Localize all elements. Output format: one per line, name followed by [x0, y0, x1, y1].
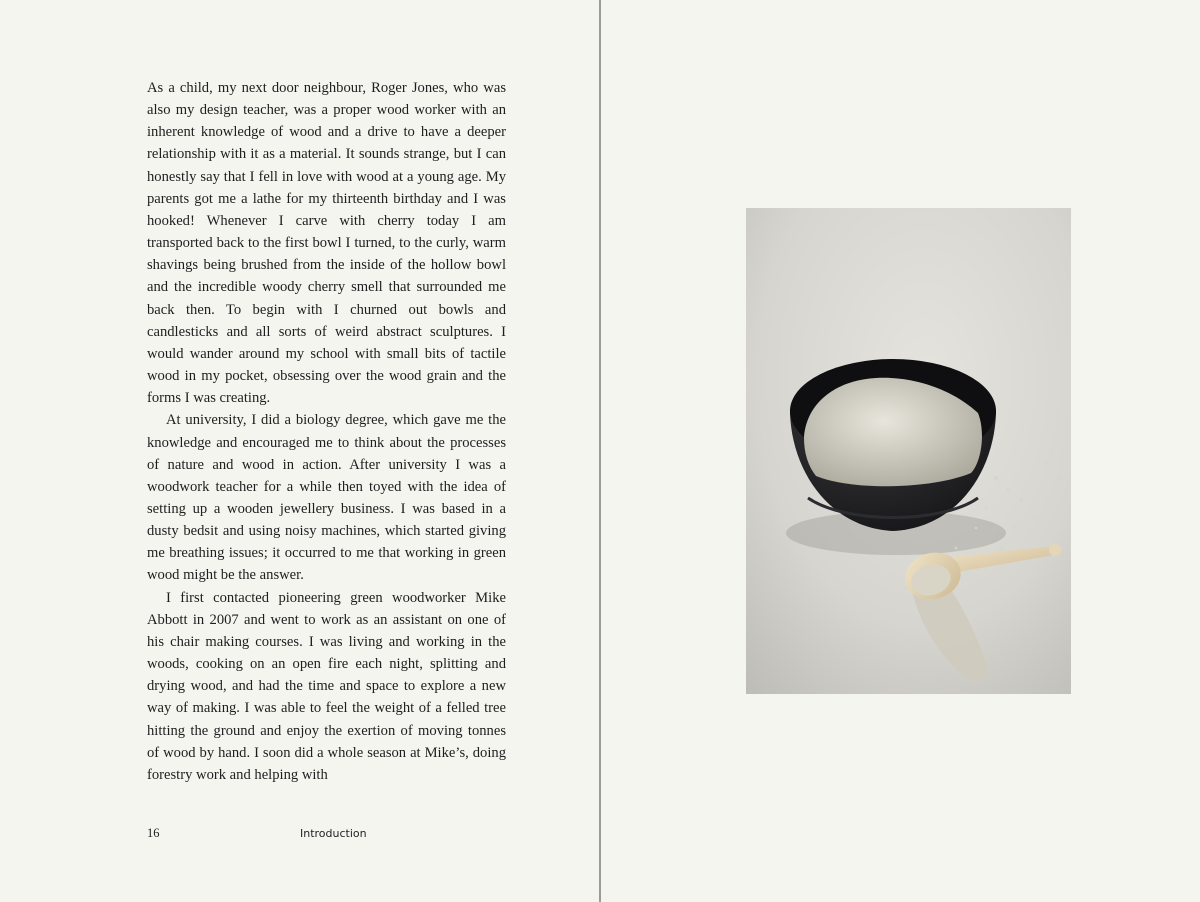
- left-page: [0, 0, 599, 902]
- right-page: [601, 0, 1200, 902]
- page-number: 16: [147, 826, 160, 840]
- spoon-handle-end: [1049, 544, 1061, 556]
- paragraph: At university, I did a biology degree, which gave me the knowledge and encouraged me to think about the processes of nature and wood in action. After university I was a woodwork teacher for a while then toyed with the idea of setting up a wooden jewellery business. I was based in a dusty bedsit and using noisy machines, which started giving me breathing issues; it occurred to me that working in green wood might be the answer.: [147, 412, 506, 584]
- paragraph: As a child, my next door neighbour, Roger Jones, who was also my design teacher, was a proper wood worker with an inherent knowledge of wood and a drive to have a deeper relationship with it as a material. It sounds strange, but I can honestly say that I fell in love with wood at a young age. My parents got me a lathe for my thirteenth birthday and I was hooked! Whenever I carve with cherry today I am transported back to the first bowl I turned, to the curly, warm shavings being brushed from the inside of the hollow bowl and the incredible woody cherry smell that surrounded me back then. To begin with I churned out bowls and candlesticks and all sorts of weird abstract sculptures. I would wander around my school with small bits of tactile wood in my pocket, obsessing over the wood grain and the forms I was creating.: [147, 80, 506, 407]
- running-head: Introduction: [300, 827, 367, 840]
- bowl-of-salt-photo: [746, 208, 1071, 694]
- paragraph: I first contacted pioneering green woodworker Mike Abbott in 2007 and went to work as an assistant on one of his chair making courses. I was living and working in the woods, cooking on an open fire each night, splitting and drying wood, and had the time and space to explore a new way of making. I was able to feel the weight of a felled tree hitting the ground and enjoy the exertion of moving tonnes of wood by hand. I soon did a whole season at Mike’s, doing forestry work and helping with: [147, 589, 506, 783]
- body-text: [147, 77, 506, 786]
- photo-illustration: [746, 208, 1071, 694]
